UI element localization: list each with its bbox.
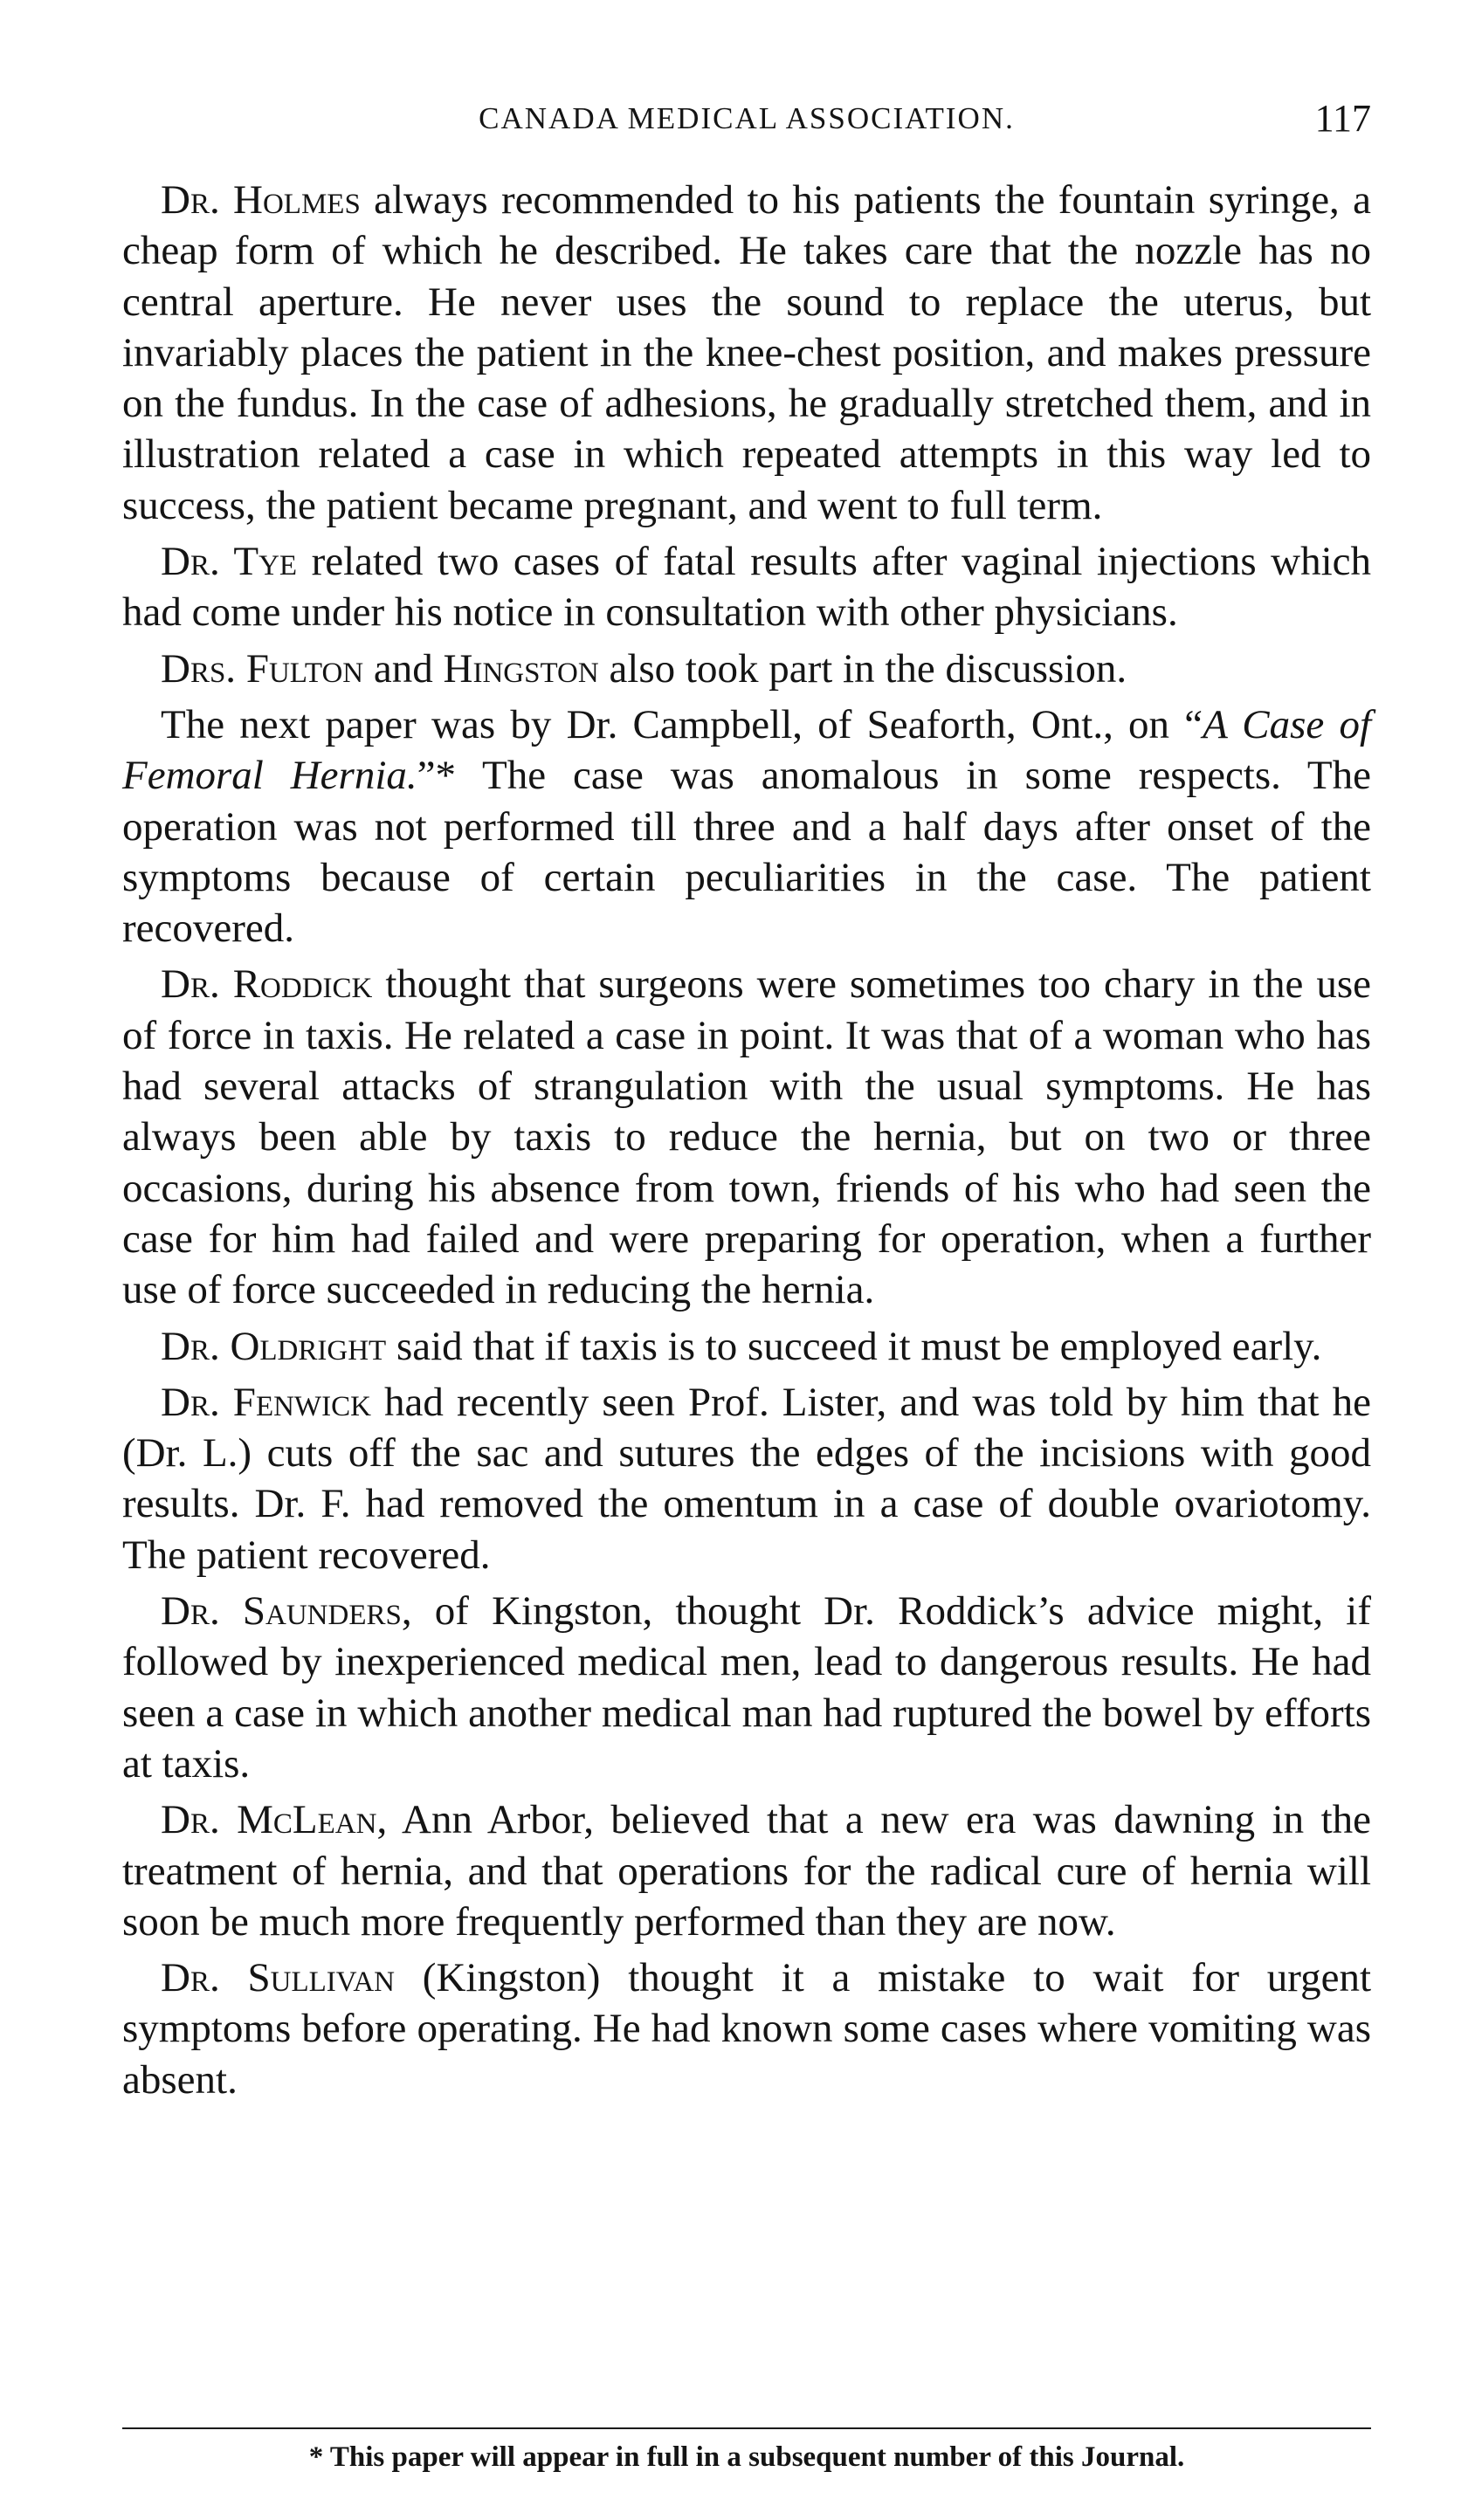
paragraph-fulton-hingston	[122, 644, 1371, 694]
footnote-divider	[122, 2427, 1371, 2429]
speaker-prefix: Drs.	[161, 645, 246, 692]
paragraph-roddick	[122, 959, 1371, 1315]
paragraph-text: had recently seen Prof. Lister, and was told by him that he (Dr. L.) cuts off the sac and sutures the edges of the incisions with good results. Dr. F. had removed the omentum in a case of double ovariotomy. The patient recovered.	[122, 1379, 1371, 1578]
paragraph-campbell	[122, 699, 1371, 954]
paragraph-text: related two cases of fatal results after vaginal injections which had come under his notice in consultation with other physicians.	[122, 539, 1371, 636]
body-text	[122, 175, 1371, 2110]
speaker-name: Dr. Saunders	[161, 1588, 402, 1635]
paragraph-holmes	[122, 175, 1371, 531]
paragraph-text: also took part in the discussion.	[598, 645, 1127, 692]
paragraph-oldright	[122, 1321, 1371, 1372]
speaker-name: Dr. Fenwick	[161, 1379, 371, 1425]
paragraph-text: The next paper was by Dr. Campbell, of Seaforth, Ont., on “	[161, 701, 1203, 747]
paragraph-text: said that if taxis is to succeed it must be employed early.	[386, 1323, 1322, 1369]
speaker-name: Dr. Oldright	[161, 1323, 387, 1369]
running-head	[122, 93, 1371, 145]
speaker-name: Dr. Tye	[161, 539, 298, 585]
page-number: 117	[1314, 97, 1371, 140]
paragraph-text: always recommended to his patients the fountain syringe, a cheap form of which he described. He takes care that the nozzle has no central aperture. He never uses the sound to replace the uterus, but invariably places the patient in the knee-chest position, and makes pressure on the fundus. In the case of adhesions, he gradually stretched them, and in illustration related a case in which repeated attempts in this way led to success, the patient became pregnant, and went to full term.	[122, 177, 1371, 528]
paper-title: A Case of Femoral Hernia.	[122, 701, 1372, 799]
paragraph-fenwick	[122, 1377, 1371, 1580]
paragraph-text: , of Kingston, thought Dr. Roddick’s advice might, if followed by inexperienced medical men, lead to dangerous results. He had seen a case in which another medical man had ruptured the bowel by efforts at taxis.	[122, 1588, 1371, 1787]
speaker-name: Dr. Sullivan	[161, 1955, 396, 2001]
paragraph-text: ”* The case was anomalous in some respects. The operation was not performed till three and a half days after onset of the symptoms because of certain peculiarities in the case. The patient recovered.	[122, 753, 1372, 952]
footnote: * This paper will appear in full in a subsequent number of this Journal.	[308, 2441, 1185, 2473]
speaker-name: Dr. Roddick	[161, 961, 373, 1008]
paragraph-text: , Ann Arbor, believed that a new era was dawning in the treatment of hernia, and that operations for the radical cure of hernia will soon be much more frequently performed than they are now.	[122, 1797, 1371, 1945]
running-title: CANADA MEDICAL ASSOCIATION.	[479, 101, 1015, 135]
paragraph-saunders	[122, 1586, 1371, 1789]
paragraph-tye	[122, 536, 1371, 638]
speaker-name: Dr. McLean	[161, 1797, 377, 1843]
name-joiner: and	[363, 645, 444, 692]
speaker-name: Fulton	[245, 645, 364, 692]
paragraph-text: (Kingston) thought it a mistake to wait for urgent symptoms before operating. He had known some cases where vomiting was absent.	[122, 1955, 1372, 2103]
paragraph-mclean	[122, 1794, 1371, 1947]
paragraph-text: thought that surgeons were sometimes too chary in the use of force in taxis. He related a case in point. It was that of a woman who has had several attacks of strangulation with the usual symptoms. He has always been able by taxis to reduce the hernia, but on two or three occasions, during his absence from town, friends of his who had seen the case for him had failed and were preparing for operation, when a further use of force succeeded in reducing the hernia.	[122, 961, 1371, 1313]
speaker-name: Hingston	[443, 645, 599, 692]
speaker-name: Dr. Holmes	[161, 177, 361, 223]
paragraph-sullivan	[122, 1952, 1371, 2105]
